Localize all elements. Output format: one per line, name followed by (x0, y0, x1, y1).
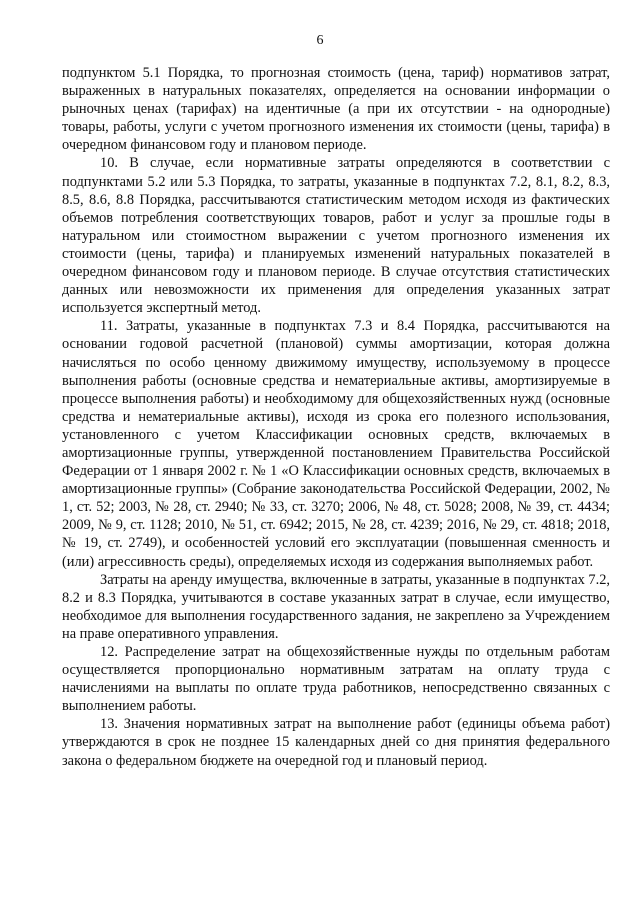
page-number: 6 (316, 33, 324, 48)
paragraph-continuation: подпунктом 5.1 Порядка, то прогнозная стоимость (цена, тариф) нормативов затрат, выраженных в натуральных показателях, определяется на основании информации о рыночных ценах (тарифах) на идентичные (а при их отсутствии - на однородные) товары, работы, услуги с учетом прогнозного изменения их стоимости (цены, тарифа) в очередном финансовом году и плановом периоде. (62, 65, 610, 154)
document-body (62, 64, 610, 770)
paragraph-rent: Затраты на аренду имущества, включенные в затраты, указанные в подпунктах 7.2, 8.2 и 8.3 Порядка, учитываются в составе указанных затрат в случае, если имущество, необходимое для выполнения государственного задания, не закреплено за Учреждением на праве оперативного управления. (62, 571, 610, 642)
paragraph-13: 13. Значения нормативных затрат на выполнение работ (единицы объема работ) утверждаются в срок не позднее 15 календарных дней со дня принятия федерального закона о федеральном бюджете на очередной год и плановый период. (62, 716, 610, 769)
paragraph-11: 11. Затраты, указанные в подпунктах 7.3 и 8.4 Порядка, рассчитываются на основании годовой расчетной (плановой) суммы амортизации, которая должна начисляться по особо ценному движимому имуществу, используемому в процессе выполнения работы (основные средства и нематериальные активы, амортизируемые в процессе выполнения работы) и необходимому для общехозяйственных нужд (основные средства и нематериальные активы), исходя из срока его полезного использования, установленного с учетом Классификации основных средств, включаемых в амортизационные группы, утвержденной постановлением Правительства Российской Федерации от 1 января 2002 г. № 1 «О Классификации основных средств, включаемых в амортизационные группы» (Собрание законодательства Российской Федерации, 2002, № 1, ст. 52; 2003, № 28, ст. 2940; № 33, ст. 3270; 2006, № 48, ст. 5028; 2008, № 39, ст. 4434; 2009, № 9, ст. 1128; 2010, № 51, ст. 6942; 2015, № 28, ст. 4239; 2016, № 29, ст. 4818; 2018, № 19, ст. 2749), и особенностей условий его эксплуатации (повышенная сменность и (или) агрессивность среды), определяемых исходя из содержания выполняемых работ. (62, 318, 610, 570)
paragraph-10: 10. В случае, если нормативные затраты определяются в соответствии с подпунктами 5.2 или 5.3 Порядка, то затраты, указанные в подпунктах 7.2, 8.1, 8.2, 8.3, 8.5, 8.6, 8.8 Порядка, рассчитываются статистическим методом исходя из фактических объемов потребления соответствующих товаров, работ и услуг за прошлые годы в натуральном или стоимостном выражении с учетом прогнозного изменения их стоимости (цены, тарифа) и планируемых изменений натуральных показателей в очередном финансовом году и плановом периоде. В случае отсутствия статистических данных или невозможности их применения для определения указанных затрат используется экспертный метод. (62, 155, 610, 317)
paragraph-12: 12. Распределение затрат на общехозяйственные нужды по отдельным работам осуществляется пропорционально нормативным затратам на оплату труда с начислениями на выплаты по оплате труда работников, непосредственно связанных с выполнением работы. (62, 644, 610, 715)
